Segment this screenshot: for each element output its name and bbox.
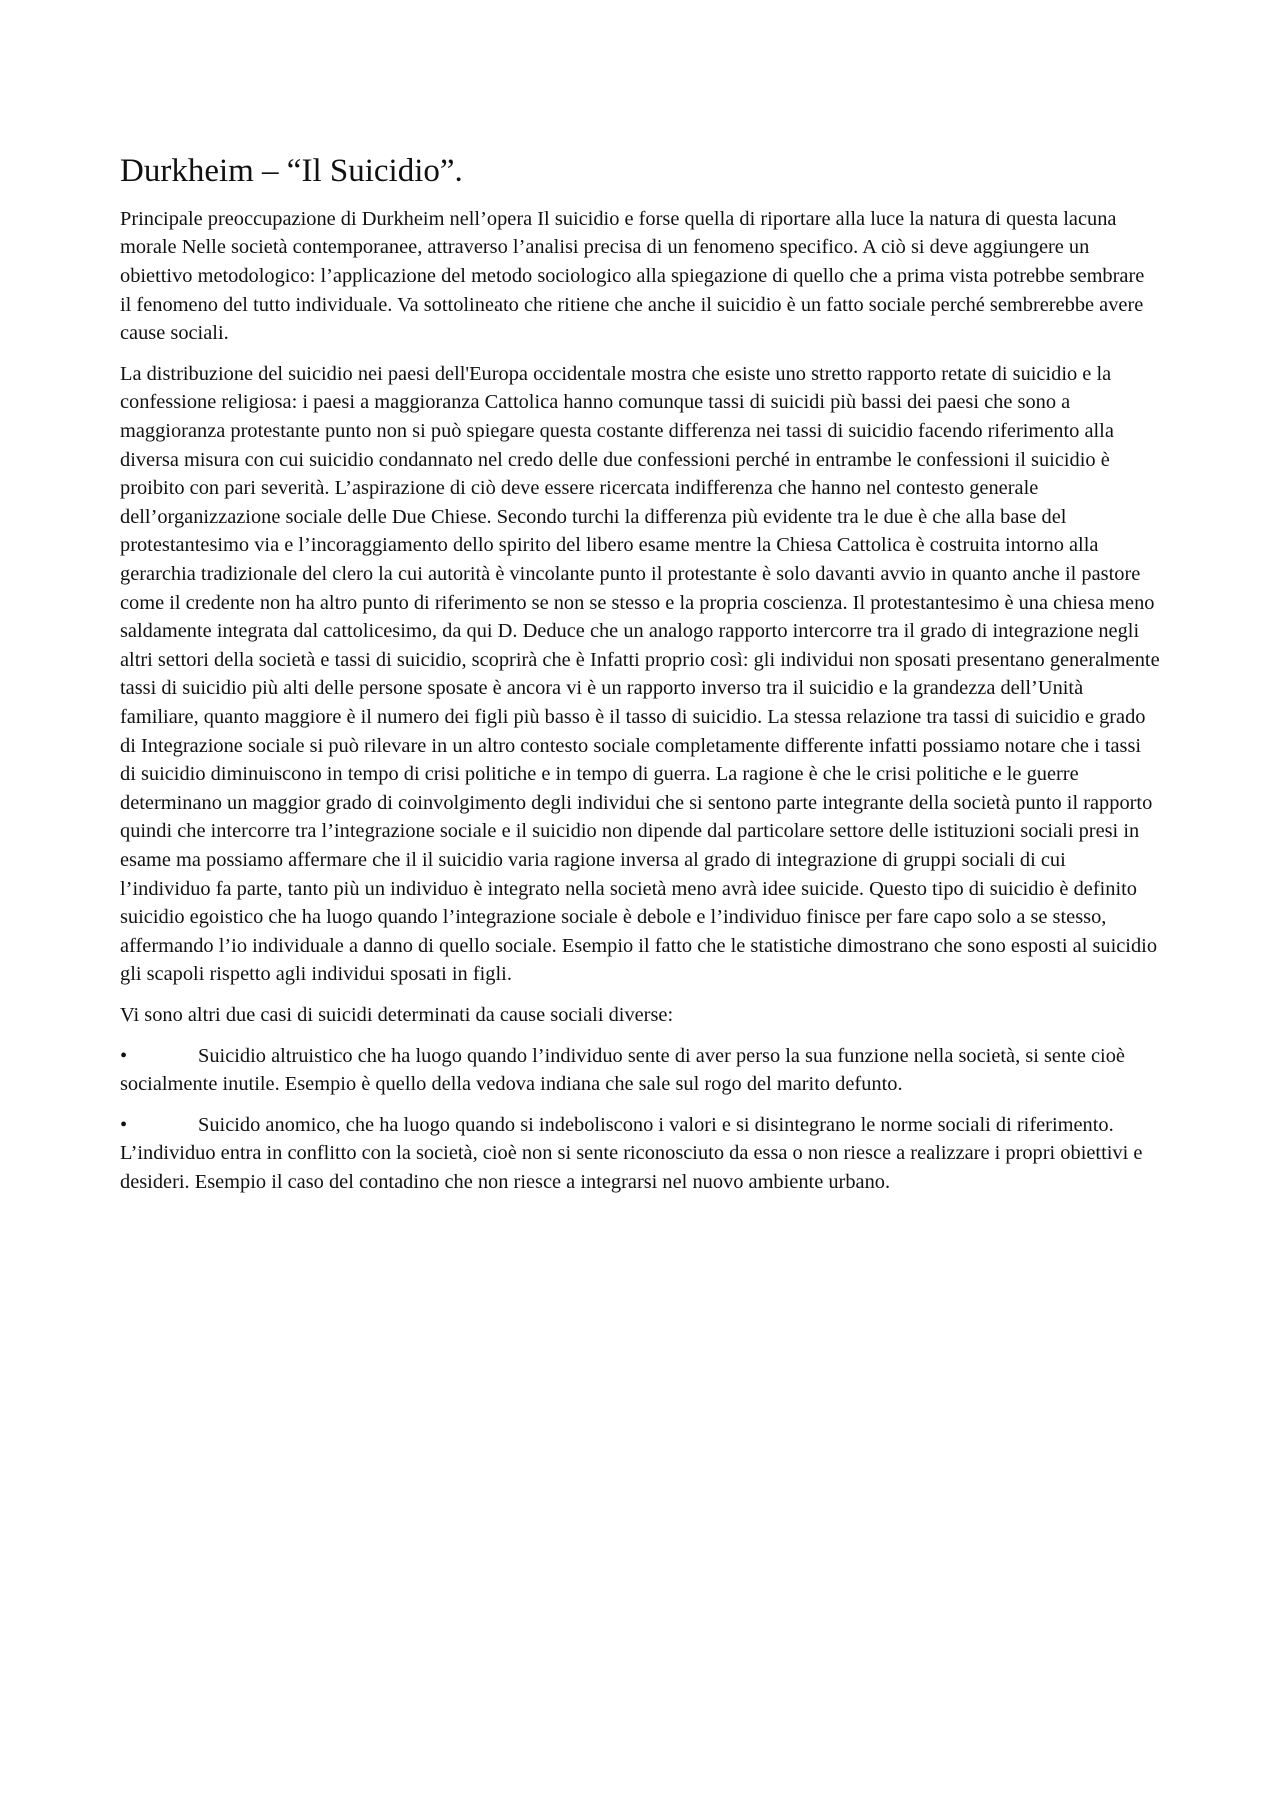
bullet-icon: •: [120, 1113, 128, 1136]
list-item-text: Suicido anomico, che ha luogo quando si indeboliscono i valori e si disintegrano le norme sociali di riferimento. L’individuo entra in conflitto con la società, cioè non si sente riconosciuto da essa o non riesce a realizzare i propri obiettivi e desideri. Esempio il caso del contadino che non riesce a integrarsi nel nuovo ambiente urbano.: [120, 1113, 1143, 1193]
paragraph-intro: Principale preoccupazione di Durkheim nell’opera Il suicidio e forse quella di riportare alla luce la natura di questa lacuna morale Nelle società contemporanee, attraverso l’analisi precisa di un fenomeno specifico. A ciò si deve aggiungere un obiettivo metodologico: l’applicazione del metodo sociologico alla spiegazione di quello che a prima vista potrebbe sembrare il fenomeno del tutto individuale. Va sottolineato che ritiene che anche il suicidio è un fatto sociale perché sembrerebbe avere cause sociali.: [120, 207, 1145, 345]
paragraph-distribution: La distribuzione del suicidio nei paesi dell'Europa occidentale mostra che esiste uno stretto rapporto retate di suicidio e la confessione religiosa: i paesi a maggioranza Cattolica hanno comunque tassi di suicidi più bassi dei paesi che sono a maggioranza protestante punto non si può spiegare questa costante differenza nei tassi di suicidio facendo riferimento alla diversa misura con cui suicidio condannato nel credo delle due confessioni perché in entrambe le confessioni il suicidio è proibito con pari severità. L’aspirazione di ciò deve essere ricercata indifferenza che hanno nel contesto generale dell’organizzazione sociale delle Due Chiese. Secondo turchi la differenza più evidente tra le due è che alla base del protestantesimo via e l’incoraggiamento dello spirito del libero esame mentre la Chiesa Cattolica è costruita intorno alla gerarchia tradizionale del clero la cui autorità è vincolante punto il protestante è solo davanti avvio in quanto anche il pastore come il credente non ha altro punto di riferimento se non se stesso e la propria coscienza. Il protestantesimo è una chiesa meno saldamente integrata dal cattolicesimo, da qui D. Deduce che un analogo rapporto intercorre tra il grado di integrazione negli altri settori della società e tassi di suicidio, scoprirà che è Infatti proprio così: gli individui non sposati presentano generalmente tassi di suicidio più alti delle persone sposate è ancora vi è un rapporto inverso tra il suicidio e la grandezza dell’Unità familiare, quanto maggiore è il numero dei figli più basso è il tasso di suicidio. La stessa relazione tra tassi di suicidio e grado di Integrazione sociale si può rilevare in un altro contesto sociale completamente differente infatti possiamo notare che i tassi di suicidio diminuiscono in tempo di crisi politiche e in tempo di guerra. La ragione è che le crisi politiche e le guerre determinano un maggior grado di coinvolgimento degli individui che si sentono parte integrante della società punto il rapporto quindi che intercorre tra l’integrazione sociale e il suicidio non dipende dal particolare settore delle istituzioni sociali presi in esame ma possiamo affermare che il il suicidio varia ragione inversa al grado di integrazione di gruppi sociali di cui l’individuo fa parte, tanto più un individuo è integrato nella società meno avrà idee suicide. Questo tipo di suicidio è definito suicidio egoistico che ha luogo quando l’integrazione sociale è debole e l’individuo finisce per fare capo solo a se stesso, affermando l’io individuale a danno di quello sociale. Esempio il fatto che le statistiche dimostrano che sono esposti al suicidio gli scapoli rispetto agli individui sposati in figli.: [120, 362, 1160, 986]
document-page: [120, 150, 1160, 1208]
list-item-altruistic: [120, 1042, 1160, 1099]
bullet-icon: •: [120, 1044, 128, 1067]
paragraph-other-cases: Vi sono altri due casi di suicidi determinati da cause sociali diverse:: [120, 1003, 674, 1026]
list-item-text: Suicidio altruistico che ha luogo quando l’individuo sente di aver perso la sua funzione nella società, si sente cioè socialmente inutile. Esempio è quello della vedova indiana che sale sul rogo del marito defunto.: [120, 1044, 1125, 1096]
document-title: Durkheim – “Il Suicidio”.: [120, 153, 463, 189]
list-item-anomic: [120, 1111, 1160, 1197]
